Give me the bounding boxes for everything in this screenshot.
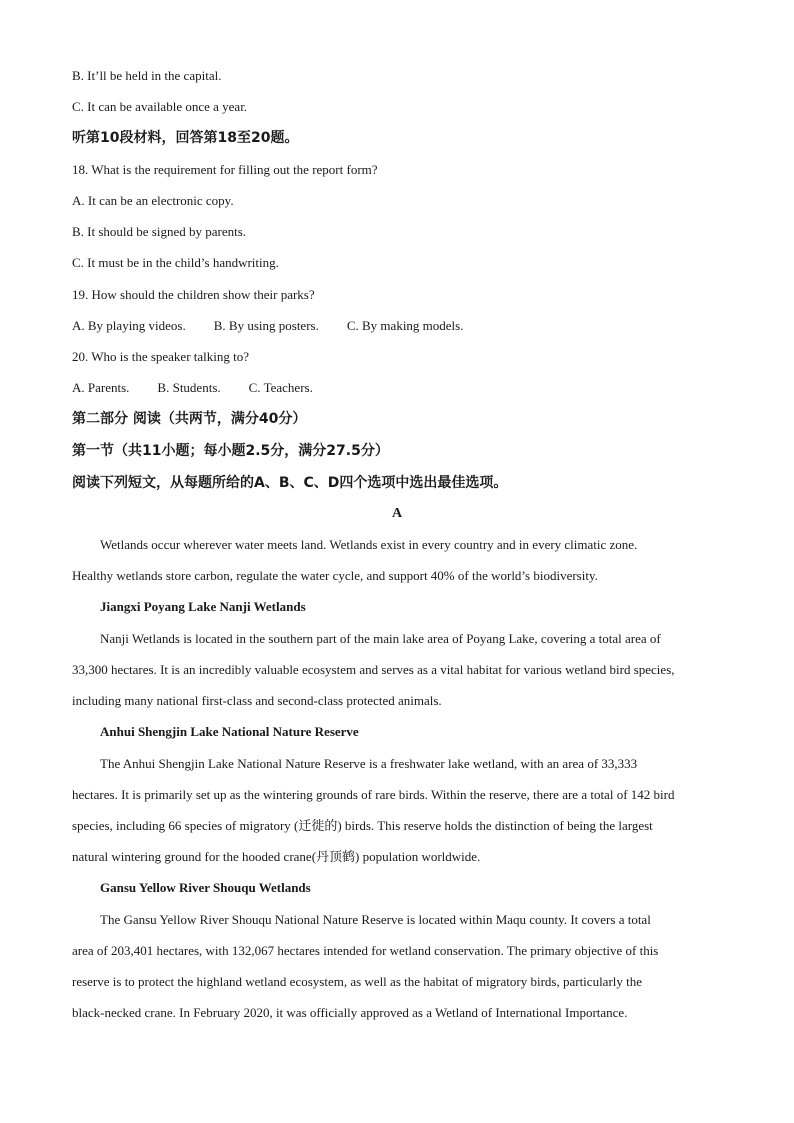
shengjin-line-1: The Anhui Shengjin Lake National Nature Reserve is a freshwater lake wetland, with an area of 33,333 (100, 756, 638, 771)
q17-option-c: C. It can be available once a year. (72, 99, 248, 114)
q20-option-b: B. Students. (157, 380, 221, 395)
shengjin-line-3: species, including 66 species of migratory (迁徙的) birds. This reserve holds the distinction of being the largest (72, 818, 653, 833)
shouqu-line-3: reserve is to protect the highland wetland ecosystem, as well as the habitat of migratory birds, particularly the (72, 974, 643, 989)
q19-option-a: A. By playing videos. (72, 318, 186, 333)
reading-instructions: 阅读下列短文，从每题所给的A、B、C、D四个选项中选出最佳选项。 (72, 475, 508, 491)
q18-option-a: A. It can be an electronic copy. (72, 193, 234, 208)
q18-option-b: B. It should be signed by parents. (72, 224, 247, 239)
q20-question: 20. Who is the speaker talking to? (72, 349, 250, 364)
section-title-shouqu: Gansu Yellow River Shouqu Wetlands (100, 880, 311, 895)
intro-line-2: Healthy wetlands store carbon, regulate the water cycle, and support 40% of the world’s biodiversity. (72, 568, 598, 583)
nanji-line-3: including many national first-class and second-class protected animals. (72, 693, 442, 708)
q20-option-c: C. Teachers. (248, 380, 313, 395)
q19-option-c: C. By making models. (346, 318, 464, 333)
shengjin-line-4: natural wintering ground for the hooded crane(丹顶鹤) population worldwide. (72, 849, 481, 864)
q19-options (72, 316, 463, 336)
section-10-heading: 听第10段材料，回答第18至20题。 (72, 130, 299, 146)
q19-option-b: B. By using posters. (213, 318, 319, 333)
shouqu-line-2: area of 203,401 hectares, with 132,067 hectares intended for wetland conservation. The primary objective of this (72, 943, 659, 958)
passage-letter: A (391, 506, 403, 521)
q20-options (72, 378, 313, 398)
q18-option-c: C. It must be in the child’s handwriting. (72, 255, 279, 270)
q19-question: 19. How should the children show their parks? (72, 287, 315, 302)
q17-option-b: B. It’ll be held in the capital. (72, 68, 222, 83)
part-2-heading: 第二部分 阅读（共两节，满分40分） (72, 411, 307, 427)
section-title-shengjin: Anhui Shengjin Lake National Nature Reserve (100, 724, 359, 739)
nanji-line-2: 33,300 hectares. It is an incredibly valuable ecosystem and serves as a vital habitat for various wetland bird species, (72, 662, 675, 677)
q20-option-a: A. Parents. (72, 380, 130, 395)
q18-question: 18. What is the requirement for filling out the report form? (72, 162, 378, 177)
section-1-heading: 第一节（共11小题；每小题2.5分，满分27.5分） (72, 443, 389, 459)
intro-line-1: Wetlands occur wherever water meets land. Wetlands exist in every country and in every climatic zone. (100, 537, 638, 552)
nanji-line-1: Nanji Wetlands is located in the southern part of the main lake area of Poyang Lake, covering a total area of (100, 631, 661, 646)
section-title-nanji: Jiangxi Poyang Lake Nanji Wetlands (100, 599, 306, 614)
shouqu-line-1: The Gansu Yellow River Shouqu National Nature Reserve is located within Maqu county. It covers a total (100, 912, 651, 927)
shengjin-line-2: hectares. It is primarily set up as the wintering grounds of rare birds. Within the reserve, there are a total of 142 bird (72, 787, 675, 802)
shouqu-line-4: black-necked crane. In February 2020, it was officially approved as a Wetland of International Importance. (72, 1005, 628, 1020)
